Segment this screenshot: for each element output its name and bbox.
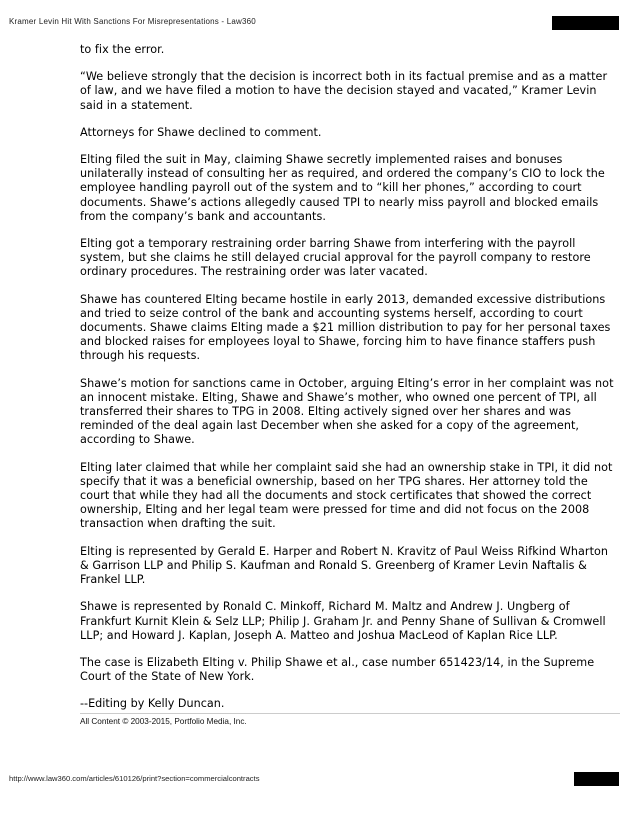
article-paragraph: “We believe strongly that the decision is incorrect both in its factual premise and as a matter of law, and we have filed a motion to have the decision stayed and vacated,” Kramer Levin said in a statement. <box>80 70 608 112</box>
article-paragraph: Elting is represented by Gerald E. Harper and Robert N. Kravitz of Paul Weiss Rifkind Wharton & Garrison LLP and Philip S. Kaufman and Ronald S. Greenberg of Kramer Levin Naftalis & Frankel LLP. <box>80 544 609 587</box>
copyright-notice: All Content © 2003-2015, Portfolio Media, Inc. <box>80 716 247 726</box>
redaction-block-footer <box>574 772 619 786</box>
article-paragraph: Shawe’s motion for sanctions came in October, arguing Elting’s error in her complaint was not an innocent mistake. Elting, Shawe and Shawe’s mother, who owned one percent of TPI, all transferred their shares to TPG in 2008. Elting actively signed over her shares and was reminded of the deal again last December when she asked for a copy of the agreement, according to Shawe. <box>80 376 614 447</box>
article-paragraph: Shawe is represented by Ronald C. Minkoff, Richard M. Maltz and Andrew J. Ungberg of Frankfurt Kurnit Klein & Selz LLP; Philip J. Graham Jr. and Penny Shane of Sullivan & Cromwell LLP; and Howard J. Kaplan, Joseph A. Matteo and Joshua MacLeod of Kaplan Rice LLP. <box>80 600 606 642</box>
article-paragraph: Attorneys for Shawe declined to comment. <box>80 125 322 139</box>
article-paragraph: Shawe has countered Elting became hostile in early 2013, demanded excessive distributions and tried to seize control of the bank and accounting systems herself, according to court documents. Shawe claims Elting made a $21 million distribution to pay for her personal taxes and blocked raises for employees loyal to Shawe, forcing him to have finance staffers push through his requests. <box>80 292 611 363</box>
print-footer-url: http://www.law360.com/articles/610126/print?section=commercialcontracts <box>9 774 260 783</box>
editor-credit: --Editing by Kelly Duncan. <box>80 697 225 711</box>
article-body <box>80 43 614 727</box>
article-paragraph: Elting filed the suit in May, claiming Shawe secretly implemented raises and bonuses unilaterally instead of consulting her as required, and ordered the company’s CIO to lock the employee handling payroll out of the system and to “kill her phones,” according to court documents. Shawe’s actions allegedly caused TPI to nearly miss payroll and blocked emails from the company’s bank and accountants. <box>80 153 605 223</box>
redaction-block-header <box>552 16 619 30</box>
article-paragraph: Elting later claimed that while her complaint said she had an ownership stake in TPI, it did not specify that it was a beneficial ownership, based on her TPG shares. Her attorney told the court that while they had all the documents and stock certificates that showed the correct ownership, Elting and her legal team were pressed for time and did not focus on the 2008 transaction when drafting the suit. <box>80 460 613 531</box>
print-header-title: Kramer Levin Hit With Sanctions For Misrepresentations - Law360 <box>9 17 256 26</box>
article-paragraph: to fix the error. <box>80 43 165 56</box>
divider <box>80 713 620 714</box>
article-paragraph: Elting got a temporary restraining order barring Shawe from interfering with the payroll system, but she claims he still delayed crucial approval for the payroll company to restore ordinary procedures. The restraining order was later vacated. <box>80 237 591 279</box>
article-paragraph: The case is Elizabeth Elting v. Philip Shawe et al., case number 651423/14, in the Supreme Court of the State of New York. <box>80 655 595 684</box>
